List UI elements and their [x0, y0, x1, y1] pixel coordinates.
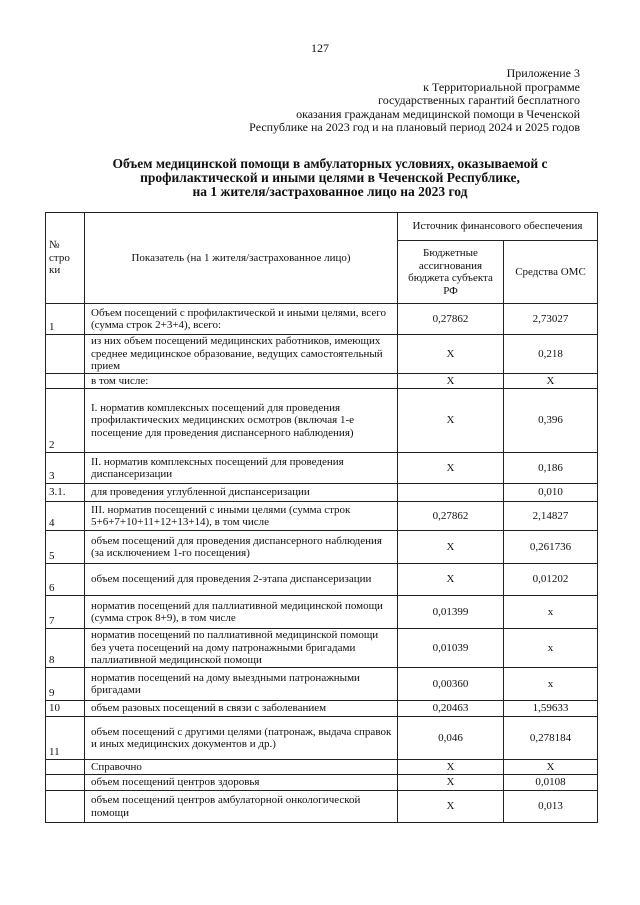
appendix-line: Республике на 2023 год и на плановый период 2024 и 2025 годов: [249, 120, 580, 134]
table-row: [46, 389, 598, 453]
header-source: Источник финансового обеспечения: [398, 213, 598, 241]
row-oms: x: [504, 668, 598, 701]
row-oms: 2,73027: [504, 304, 598, 335]
row-number: 4: [46, 502, 85, 531]
row-number: 3.1.: [46, 484, 85, 502]
row-budget: [398, 484, 504, 502]
row-number: 5: [46, 531, 85, 564]
appendix-line: Приложение 3: [506, 66, 580, 80]
row-indicator: объем посещений с другими целями (патронаж, выдача справок и иных медицинских документов и др.): [85, 717, 398, 760]
table-row: [46, 453, 598, 484]
page-number: 127: [311, 41, 329, 55]
row-budget: X: [398, 374, 504, 389]
row-indicator: для проведения углубленной диспансеризации: [85, 484, 398, 502]
row-number: 10: [46, 701, 85, 717]
table-row: [46, 701, 598, 717]
appendix-note: [249, 67, 580, 135]
row-budget: X: [398, 335, 504, 374]
row-indicator: норматив посещений для паллиативной медицинской помощи (сумма строк 8+9), в том числе: [85, 596, 398, 629]
row-indicator: Справочно: [85, 760, 398, 775]
row-budget: 0,046: [398, 717, 504, 760]
row-oms: 0,0108: [504, 775, 598, 791]
row-oms: x: [504, 629, 598, 668]
header-oms: Средства ОМС: [504, 241, 598, 304]
table-row: [46, 304, 598, 335]
table-row: [46, 374, 598, 389]
table-row: [46, 775, 598, 791]
row-oms: 0,013: [504, 791, 598, 823]
row-indicator: норматив посещений по паллиативной медицинской помощи без учета посещений на дому патронажными бригадами паллиативной медицинской помощи: [85, 629, 398, 668]
appendix-line: государственных гарантий бесплатного: [378, 93, 580, 107]
row-budget: X: [398, 791, 504, 823]
row-number: 8: [46, 629, 85, 668]
row-indicator: объем посещений центров амбулаторной онкологической помощи: [85, 791, 398, 823]
row-budget: X: [398, 564, 504, 596]
row-budget: 0,01039: [398, 629, 504, 668]
table-row: [46, 335, 598, 374]
title-line: профилактической и иными целями в Чеченской Республике,: [140, 170, 520, 185]
appendix-line: к Территориальной программе: [423, 79, 580, 94]
row-budget: 0,27862: [398, 304, 504, 335]
header-budget: Бюджетные ассигнования бюджета субъекта РФ: [398, 241, 504, 304]
row-number: 1: [46, 304, 85, 335]
row-number: [46, 335, 85, 374]
row-number: 11: [46, 717, 85, 760]
row-budget: 0,27862: [398, 502, 504, 531]
row-oms: 0,218: [504, 335, 598, 374]
row-oms: 0,010: [504, 484, 598, 502]
row-oms: 1,59633: [504, 701, 598, 717]
table-row: [46, 717, 598, 760]
table-row: [46, 668, 598, 701]
row-oms: 0,186: [504, 453, 598, 484]
row-budget: X: [398, 453, 504, 484]
row-oms: 0,261736: [504, 531, 598, 564]
row-indicator: из них объем посещений медицинских работников, имеющих среднее медицинское образование, ведущих самостоятельный прием: [85, 335, 398, 374]
row-number: 7: [46, 596, 85, 629]
row-indicator: в том числе:: [85, 374, 398, 389]
appendix-line: оказания гражданам медицинской помощи в Чеченской: [296, 106, 580, 121]
row-budget: 0,01399: [398, 596, 504, 629]
row-oms: x: [504, 596, 598, 629]
row-number: [46, 760, 85, 775]
row-number: 2: [46, 389, 85, 453]
table-row: [46, 564, 598, 596]
row-oms: 0,278184: [504, 717, 598, 760]
table-row: [46, 531, 598, 564]
row-number: 3: [46, 453, 85, 484]
header-num: № стро ки: [46, 213, 85, 304]
row-oms: X: [504, 374, 598, 389]
row-oms: 2,14827: [504, 502, 598, 531]
title-line: на 1 жителя/застрахованное лицо на 2023 год: [192, 184, 468, 199]
row-budget: X: [398, 760, 504, 775]
row-budget: X: [398, 775, 504, 791]
row-indicator: III. норматив посещений с иными целями (сумма строк 5+6+7+10+11+12+13+14), в том числе: [85, 502, 398, 531]
row-number: [46, 791, 85, 823]
table-row: [46, 596, 598, 629]
row-indicator: I. норматив комплексных посещений для проведения профилактических медицинских осмотров (включая 1-е посещение для проведения диспансерного наблюдения): [85, 389, 398, 453]
row-budget: 0,00360: [398, 668, 504, 701]
row-indicator: II. норматив комплексных посещений для проведения диспансеризации: [85, 453, 398, 484]
table-row: [46, 502, 598, 531]
table-row: [46, 791, 598, 823]
row-oms: 0,01202: [504, 564, 598, 596]
row-budget: X: [398, 531, 504, 564]
row-oms: 0,396: [504, 389, 598, 453]
row-indicator: объем разовых посещений в связи с заболеванием: [85, 701, 398, 717]
table-row: [46, 629, 598, 668]
row-budget: 0,20463: [398, 701, 504, 717]
document-title: [60, 157, 600, 199]
table-row: [46, 760, 598, 775]
row-budget: X: [398, 389, 504, 453]
row-indicator: объем посещений для проведения диспансерного наблюдения (за исключением 1-го посещения): [85, 531, 398, 564]
title-line: Объем медицинской помощи в амбулаторных условиях, оказываемой с: [112, 156, 548, 171]
row-indicator: Объем посещений с профилактической и иными целями, всего (сумма строк 2+3+4), всего:: [85, 304, 398, 335]
row-number: [46, 775, 85, 791]
row-number: 9: [46, 668, 85, 701]
header-indicator: Показатель (на 1 жителя/застрахованное лицо): [85, 213, 398, 304]
row-number: 6: [46, 564, 85, 596]
row-indicator: норматив посещений на дому выездными патронажными бригадами: [85, 668, 398, 701]
table-row: [46, 484, 598, 502]
volume-table: [45, 212, 598, 823]
row-indicator: объем посещений для проведения 2-этапа диспансеризации: [85, 564, 398, 596]
row-indicator: объем посещений центров здоровья: [85, 775, 398, 791]
row-number: [46, 374, 85, 389]
row-oms: X: [504, 760, 598, 775]
